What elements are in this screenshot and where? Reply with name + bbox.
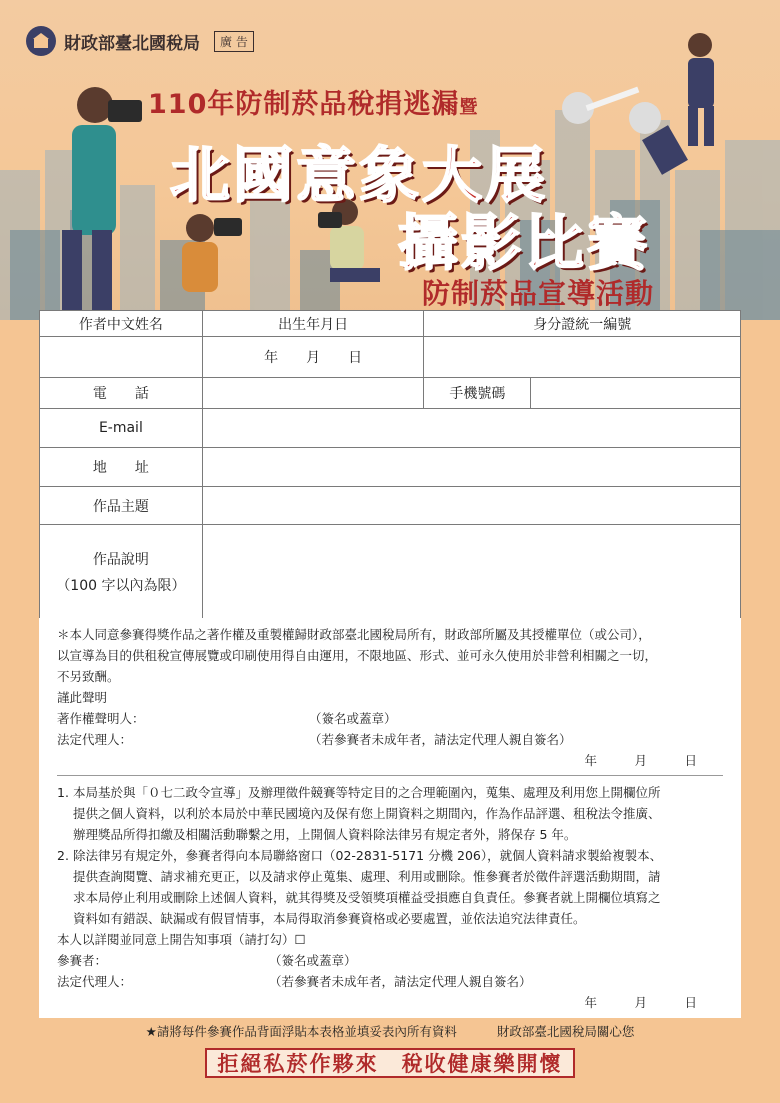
- notice-date[interactable]: 年 月 日: [584, 995, 697, 1010]
- email-label: E-mail: [40, 409, 203, 448]
- guardian-label: 法定代理人：: [57, 732, 133, 747]
- declaration-date[interactable]: 年 月 日: [584, 753, 697, 768]
- guardian-signature-hint[interactable]: （若參賽者未成年者，請法定代理人親自簽名）: [309, 732, 572, 747]
- id-field[interactable]: [424, 337, 741, 378]
- description-label: 作品說明 （100 字以內為限）: [40, 525, 203, 619]
- slogan-banner: 拒絕私菸作夥來 稅收健康樂開懷: [205, 1048, 575, 1078]
- photographer-kneeling-icon: [182, 214, 242, 292]
- ad-badge: 廣 告: [214, 31, 254, 52]
- participant-label: 參賽者：: [57, 953, 108, 968]
- header: [26, 26, 254, 56]
- guardian-signature-hint-2[interactable]: （若參賽者未成年者，請法定代理人親自簽名）: [269, 974, 532, 989]
- copyright-declarant-label: 著作權聲明人：: [57, 711, 145, 726]
- copyright-signature-hint[interactable]: （簽名或蓋章）: [309, 711, 397, 726]
- declaration-text-3: 不另致酬。: [57, 669, 120, 684]
- participant-signature-hint[interactable]: （簽名或蓋章）: [269, 953, 357, 968]
- name-header: 作者中文姓名: [40, 311, 203, 337]
- description-field[interactable]: [202, 525, 740, 619]
- guardian-label-2: 法定代理人：: [57, 974, 133, 989]
- divider: [57, 775, 723, 776]
- title-line3: 攝影比賽: [398, 209, 650, 279]
- birth-field[interactable]: 年 月 日: [202, 337, 424, 378]
- declaration-text-2: 以宣導為目的供租稅宣傳展覽或印刷使用得自由運用，不限地區、形式、並可永久使用於非營利相關之一切，: [57, 648, 658, 663]
- notice-item-2: 2. 除法律另有規定外，參賽者得向本局聯絡窗口（02-2831-5171 分機 206），就個人資料請求製給複製本、 提供查詢閱覽、請求補充更正，以及請求停止蒐集、處理、利用或刪除。惟參賽者於徵件評選活動期間，請 求本局停止利用或刪除上述個人資料，就其得獎及受領獎項權益受損應自負責任。參賽者就上開欄位填寫之 資料如有錯誤、缺漏或有假冒情事，本局得取消參賽資格或必要處置，並依法追究法律責任。: [57, 848, 663, 926]
- agree-checkbox-line[interactable]: 本人以詳閱並同意上開告知事項（請打勾）☐: [57, 932, 306, 947]
- name-field[interactable]: [40, 337, 203, 378]
- mobile-field[interactable]: [531, 378, 741, 409]
- photographer-top-right-icon: [688, 33, 714, 146]
- entry-form-table: [39, 310, 741, 619]
- title-line1: 110年防制菸品稅捐逃漏暨: [148, 89, 479, 120]
- declaration-text-1: ＊本人同意參賽得獎作品之著作權及重製權歸財政部臺北國稅局所有，財政部所屬及其授權單位（或公司），: [57, 627, 651, 642]
- phone-label: 電 話: [40, 378, 203, 409]
- mobile-label: 手機號碼: [424, 378, 531, 409]
- address-label: 地 址: [40, 448, 203, 487]
- email-field[interactable]: [202, 409, 740, 448]
- theme-label: 作品主題: [40, 487, 203, 525]
- id-header: 身分證統一編號: [424, 311, 741, 337]
- hereby-declare: 謹此聲明: [57, 690, 108, 705]
- declaration-panel: [39, 618, 741, 1018]
- notice-item-1: 1. 本局基於與「０七二政令宣導」及辦理徵件競賽等特定目的之合理範圍內，蒐集、處理及利用您上開欄位所 提供之個人資料，以利於本局於中華民國境內及保有您上開資料之期間內，作為作品評選、租稅法令推廣、 辦理獎品所得扣繳及相關活動聯繫之用，上開個人資料除法律另有規定者外，將保存 5 年。: [57, 785, 661, 842]
- tax-bureau-logo-icon: [26, 26, 56, 56]
- hero-banner: [0, 0, 780, 320]
- org-name: 財政部臺北國稅局: [64, 33, 200, 54]
- phone-field[interactable]: [202, 378, 424, 409]
- address-field[interactable]: [202, 448, 740, 487]
- footer-note: ★請將每件參賽作品背面浮貼本表格並填妥表內所有資料 財政部臺北國稅局關心您: [145, 1024, 635, 1039]
- birth-header: 出生年月日: [202, 311, 424, 337]
- theme-field[interactable]: [202, 487, 740, 525]
- title-line4: 防制菸品宣導活動: [422, 277, 655, 310]
- title-line2: 北國意象大展: [170, 141, 548, 211]
